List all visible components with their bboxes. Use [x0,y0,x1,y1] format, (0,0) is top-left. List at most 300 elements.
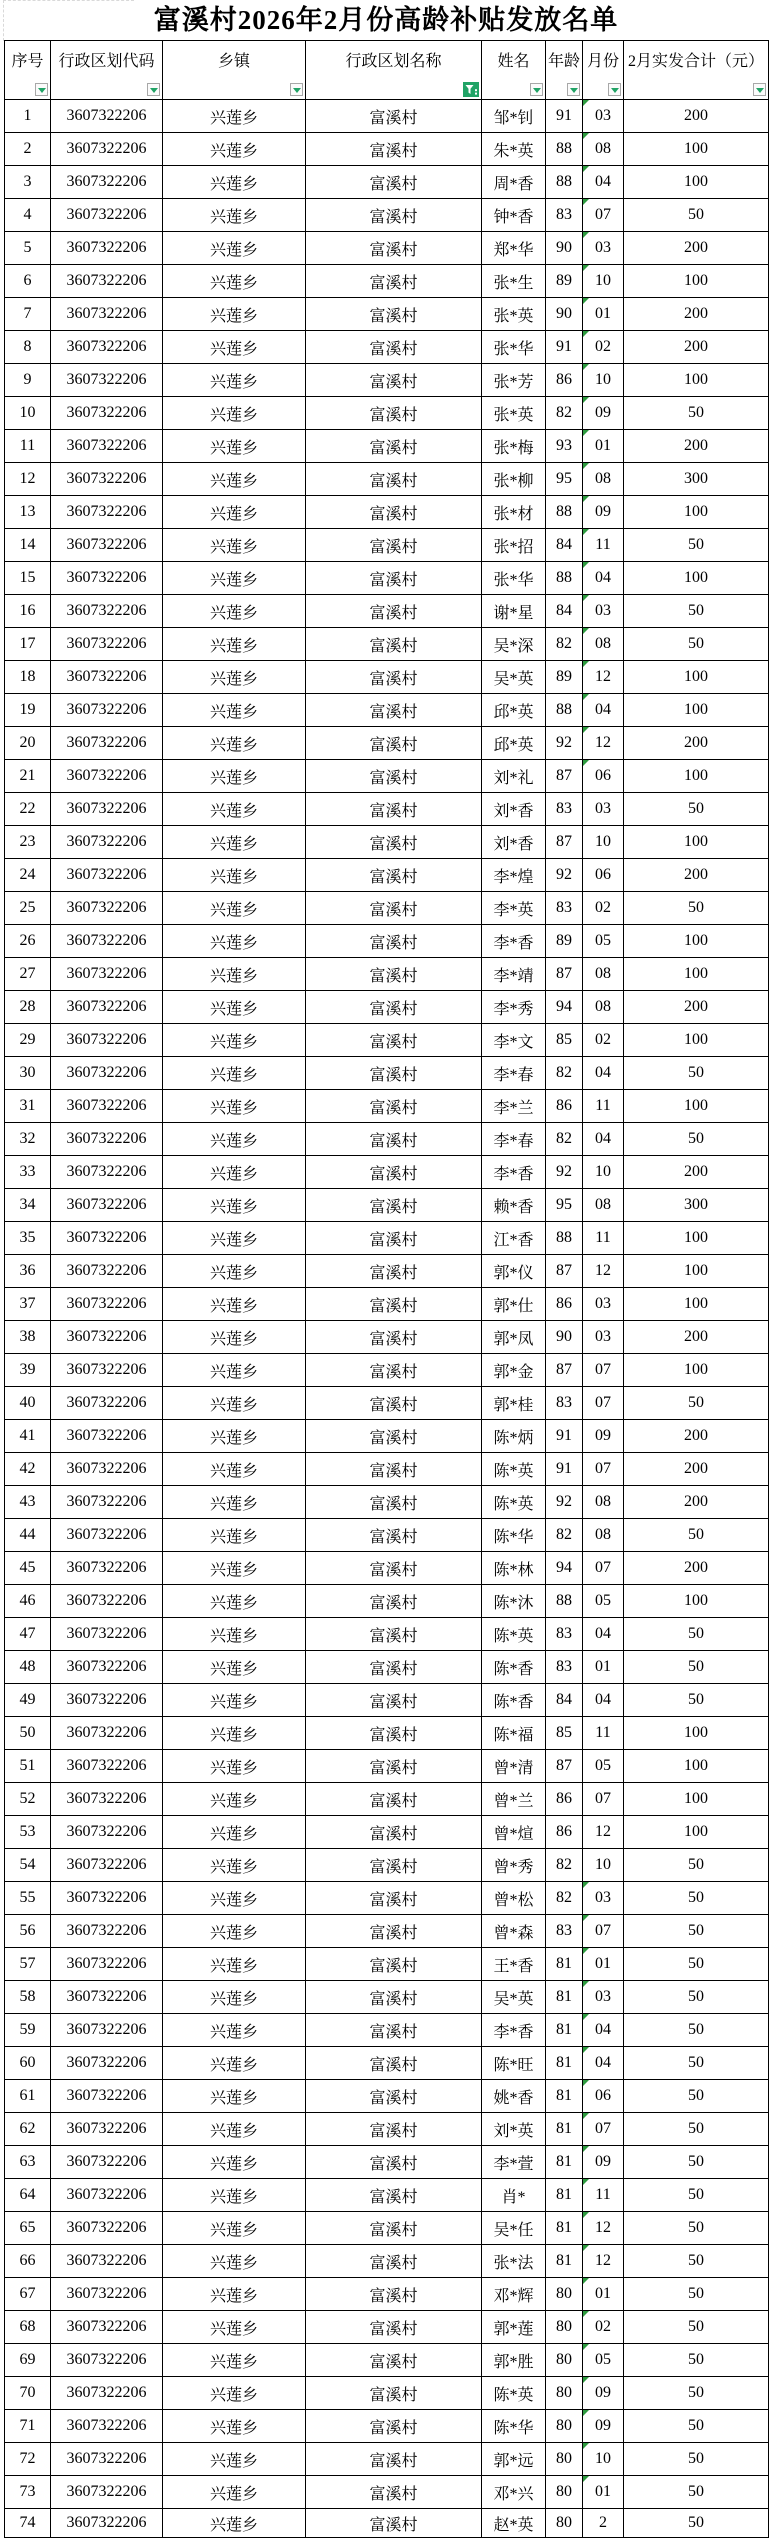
cell-amount[interactable]: 50 [624,2047,769,2080]
cell-age[interactable]: 88 [546,133,583,166]
cell-admin_name[interactable]: 富溪村 [306,1816,482,1849]
cell-name[interactable]: 郭*莲 [482,2311,546,2344]
cell-admin_name[interactable]: 富溪村 [306,1156,482,1189]
cell-township[interactable]: 兴莲乡 [163,529,306,562]
cell-age[interactable]: 87 [546,1255,583,1288]
cell-age[interactable]: 83 [546,892,583,925]
cell-township[interactable]: 兴莲乡 [163,1189,306,1222]
cell-seq[interactable]: 18 [5,661,51,694]
cell-township[interactable]: 兴莲乡 [163,364,306,397]
cell-township[interactable]: 兴莲乡 [163,463,306,496]
cell-name[interactable]: 张*材 [482,496,546,529]
cell-age[interactable]: 87 [546,1354,583,1387]
cell-month[interactable]: 09 [583,496,624,529]
cell-admin_name[interactable]: 富溪村 [306,628,482,661]
cell-month[interactable]: 03 [583,232,624,265]
cell-township[interactable]: 兴莲乡 [163,958,306,991]
cell-amount[interactable]: 300 [624,463,769,496]
cell-admin_name[interactable]: 富溪村 [306,1189,482,1222]
cell-name[interactable]: 李*香 [482,1156,546,1189]
cell-age[interactable]: 83 [546,1387,583,1420]
header-cell-admin_name[interactable] [306,41,482,100]
filter-dropdown-icon[interactable] [608,83,621,96]
cell-township[interactable]: 兴莲乡 [163,2344,306,2377]
cell-township[interactable]: 兴莲乡 [163,2014,306,2047]
cell-admin_code[interactable]: 3607322206 [51,1783,163,1816]
cell-seq[interactable]: 23 [5,826,51,859]
cell-amount[interactable]: 50 [624,1882,769,1915]
cell-month[interactable]: 04 [583,562,624,595]
cell-name[interactable]: 郭*桂 [482,1387,546,1420]
cell-township[interactable]: 兴莲乡 [163,1420,306,1453]
cell-admin_name[interactable]: 富溪村 [306,529,482,562]
cell-township[interactable]: 兴莲乡 [163,2410,306,2443]
cell-seq[interactable]: 47 [5,1618,51,1651]
cell-admin_name[interactable]: 富溪村 [306,1255,482,1288]
cell-admin_code[interactable]: 3607322206 [51,1519,163,1552]
cell-seq[interactable]: 11 [5,430,51,463]
cell-admin_name[interactable]: 富溪村 [306,760,482,793]
cell-name[interactable]: 张*华 [482,331,546,364]
cell-admin_name[interactable]: 富溪村 [306,1486,482,1519]
cell-name[interactable]: 张*华 [482,562,546,595]
cell-amount[interactable]: 100 [624,166,769,199]
cell-admin_name[interactable]: 富溪村 [306,1519,482,1552]
cell-amount[interactable]: 50 [624,2278,769,2311]
cell-age[interactable]: 81 [546,2014,583,2047]
cell-amount[interactable]: 200 [624,727,769,760]
cell-name[interactable]: 张*英 [482,298,546,331]
cell-township[interactable]: 兴莲乡 [163,1519,306,1552]
cell-name[interactable]: 张*芳 [482,364,546,397]
cell-admin_code[interactable]: 3607322206 [51,595,163,628]
cell-seq[interactable]: 48 [5,1651,51,1684]
cell-age[interactable]: 85 [546,1717,583,1750]
cell-admin_name[interactable]: 富溪村 [306,595,482,628]
cell-admin_name[interactable]: 富溪村 [306,2377,482,2410]
cell-amount[interactable]: 50 [624,2212,769,2245]
cell-seq[interactable]: 43 [5,1486,51,1519]
cell-seq[interactable]: 64 [5,2179,51,2212]
cell-amount[interactable]: 50 [624,529,769,562]
cell-age[interactable]: 90 [546,232,583,265]
cell-admin_code[interactable]: 3607322206 [51,1321,163,1354]
header-cell-amount[interactable] [624,41,769,100]
cell-amount[interactable]: 100 [624,1255,769,1288]
cell-admin_code[interactable]: 3607322206 [51,1024,163,1057]
cell-month[interactable]: 11 [583,1090,624,1123]
cell-age[interactable]: 86 [546,364,583,397]
cell-month[interactable]: 09 [583,2377,624,2410]
cell-seq[interactable]: 31 [5,1090,51,1123]
cell-age[interactable]: 95 [546,1189,583,1222]
cell-township[interactable]: 兴莲乡 [163,1090,306,1123]
cell-seq[interactable]: 73 [5,2476,51,2509]
cell-name[interactable]: 刘*英 [482,2113,546,2146]
cell-admin_name[interactable]: 富溪村 [306,2344,482,2377]
cell-name[interactable]: 邱*英 [482,694,546,727]
cell-admin_name[interactable]: 富溪村 [306,2509,482,2538]
cell-amount[interactable]: 50 [624,1915,769,1948]
cell-admin_code[interactable]: 3607322206 [51,1618,163,1651]
cell-month[interactable]: 07 [583,1354,624,1387]
filter-dropdown-icon[interactable] [567,83,580,96]
cell-admin_code[interactable]: 3607322206 [51,166,163,199]
cell-admin_code[interactable]: 3607322206 [51,892,163,925]
cell-month[interactable]: 04 [583,166,624,199]
cell-amount[interactable]: 50 [624,2476,769,2509]
cell-age[interactable]: 80 [546,2344,583,2377]
cell-seq[interactable]: 61 [5,2080,51,2113]
cell-admin_code[interactable]: 3607322206 [51,2377,163,2410]
cell-seq[interactable]: 25 [5,892,51,925]
cell-age[interactable]: 80 [546,2410,583,2443]
cell-seq[interactable]: 68 [5,2311,51,2344]
cell-age[interactable]: 87 [546,826,583,859]
cell-amount[interactable]: 100 [624,661,769,694]
cell-seq[interactable]: 10 [5,397,51,430]
cell-month[interactable]: 06 [583,2080,624,2113]
cell-seq[interactable]: 60 [5,2047,51,2080]
cell-name[interactable]: 吴*任 [482,2212,546,2245]
cell-seq[interactable]: 5 [5,232,51,265]
cell-admin_code[interactable]: 3607322206 [51,1948,163,1981]
cell-amount[interactable]: 100 [624,958,769,991]
cell-township[interactable]: 兴莲乡 [163,199,306,232]
cell-admin_name[interactable]: 富溪村 [306,1222,482,1255]
cell-age[interactable]: 94 [546,1552,583,1585]
cell-month[interactable]: 07 [583,199,624,232]
cell-seq[interactable]: 69 [5,2344,51,2377]
cell-amount[interactable]: 50 [624,1981,769,2014]
cell-admin_name[interactable]: 富溪村 [306,1849,482,1882]
cell-admin_name[interactable]: 富溪村 [306,166,482,199]
cell-township[interactable]: 兴莲乡 [163,892,306,925]
cell-admin_name[interactable]: 富溪村 [306,1387,482,1420]
cell-name[interactable]: 陈*华 [482,2410,546,2443]
cell-name[interactable]: 李*英 [482,892,546,925]
cell-admin_code[interactable]: 3607322206 [51,529,163,562]
cell-admin_name[interactable]: 富溪村 [306,331,482,364]
cell-name[interactable]: 邹*钊 [482,100,546,133]
cell-age[interactable]: 80 [546,2377,583,2410]
cell-name[interactable]: 赖*香 [482,1189,546,1222]
cell-admin_code[interactable]: 3607322206 [51,958,163,991]
cell-name[interactable]: 曾*煊 [482,1816,546,1849]
cell-name[interactable]: 赵*英 [482,2509,546,2538]
cell-seq[interactable]: 53 [5,1816,51,1849]
cell-age[interactable]: 81 [546,2179,583,2212]
cell-amount[interactable]: 50 [624,2014,769,2047]
cell-month[interactable]: 05 [583,2344,624,2377]
cell-township[interactable]: 兴莲乡 [163,628,306,661]
cell-township[interactable]: 兴莲乡 [163,1486,306,1519]
cell-township[interactable]: 兴莲乡 [163,760,306,793]
cell-admin_name[interactable]: 富溪村 [306,2179,482,2212]
cell-month[interactable]: 11 [583,2179,624,2212]
cell-month[interactable]: 01 [583,1948,624,1981]
cell-admin_name[interactable]: 富溪村 [306,1321,482,1354]
cell-seq[interactable]: 32 [5,1123,51,1156]
cell-seq[interactable]: 37 [5,1288,51,1321]
cell-township[interactable]: 兴莲乡 [163,1882,306,1915]
cell-township[interactable]: 兴莲乡 [163,1816,306,1849]
cell-amount[interactable]: 200 [624,232,769,265]
cell-name[interactable]: 陈*福 [482,1717,546,1750]
cell-admin_code[interactable]: 3607322206 [51,760,163,793]
cell-name[interactable]: 王*香 [482,1948,546,1981]
cell-township[interactable]: 兴莲乡 [163,1783,306,1816]
cell-month[interactable]: 02 [583,2311,624,2344]
cell-amount[interactable]: 100 [624,1090,769,1123]
cell-admin_name[interactable]: 富溪村 [306,364,482,397]
cell-admin_code[interactable]: 3607322206 [51,925,163,958]
cell-age[interactable]: 83 [546,1618,583,1651]
cell-township[interactable]: 兴莲乡 [163,1981,306,2014]
cell-township[interactable]: 兴莲乡 [163,1321,306,1354]
cell-month[interactable]: 01 [583,430,624,463]
cell-township[interactable]: 兴莲乡 [163,859,306,892]
cell-admin_name[interactable]: 富溪村 [306,826,482,859]
cell-amount[interactable]: 50 [624,2410,769,2443]
header-cell-month[interactable] [583,41,624,100]
cell-month[interactable]: 03 [583,100,624,133]
cell-admin_name[interactable]: 富溪村 [306,199,482,232]
cell-amount[interactable]: 200 [624,1156,769,1189]
cell-amount[interactable]: 50 [624,2443,769,2476]
cell-month[interactable]: 07 [583,1915,624,1948]
cell-amount[interactable]: 50 [624,2113,769,2146]
cell-admin_name[interactable]: 富溪村 [306,298,482,331]
cell-admin_code[interactable]: 3607322206 [51,2113,163,2146]
cell-township[interactable]: 兴莲乡 [163,1156,306,1189]
cell-age[interactable]: 82 [546,1882,583,1915]
cell-month[interactable]: 08 [583,1486,624,1519]
cell-admin_code[interactable]: 3607322206 [51,562,163,595]
cell-month[interactable]: 09 [583,2146,624,2179]
cell-seq[interactable]: 26 [5,925,51,958]
cell-month[interactable]: 03 [583,1882,624,1915]
cell-admin_name[interactable]: 富溪村 [306,1981,482,2014]
cell-township[interactable]: 兴莲乡 [163,1651,306,1684]
cell-seq[interactable]: 41 [5,1420,51,1453]
cell-admin_code[interactable]: 3607322206 [51,496,163,529]
cell-admin_name[interactable]: 富溪村 [306,1585,482,1618]
cell-township[interactable]: 兴莲乡 [163,1849,306,1882]
cell-admin_name[interactable]: 富溪村 [306,1420,482,1453]
cell-month[interactable]: 11 [583,1717,624,1750]
cell-admin_name[interactable]: 富溪村 [306,1123,482,1156]
cell-amount[interactable]: 200 [624,1420,769,1453]
cell-admin_code[interactable]: 3607322206 [51,2179,163,2212]
cell-name[interactable]: 江*香 [482,1222,546,1255]
cell-admin_name[interactable]: 富溪村 [306,859,482,892]
cell-month[interactable]: 03 [583,1288,624,1321]
cell-name[interactable]: 吴*英 [482,1981,546,2014]
cell-age[interactable]: 89 [546,925,583,958]
cell-admin_code[interactable]: 3607322206 [51,1816,163,1849]
cell-month[interactable]: 04 [583,1057,624,1090]
cell-age[interactable]: 92 [546,727,583,760]
cell-seq[interactable]: 59 [5,2014,51,2047]
cell-seq[interactable]: 63 [5,2146,51,2179]
cell-seq[interactable]: 49 [5,1684,51,1717]
cell-admin_code[interactable]: 3607322206 [51,2047,163,2080]
cell-admin_name[interactable]: 富溪村 [306,397,482,430]
cell-name[interactable]: 李*香 [482,2014,546,2047]
cell-admin_code[interactable]: 3607322206 [51,1684,163,1717]
cell-seq[interactable]: 50 [5,1717,51,1750]
cell-seq[interactable]: 13 [5,496,51,529]
header-cell-seq[interactable] [5,41,51,100]
cell-admin_code[interactable]: 3607322206 [51,2476,163,2509]
cell-month[interactable]: 10 [583,364,624,397]
filter-dropdown-icon[interactable] [290,83,303,96]
cell-seq[interactable]: 17 [5,628,51,661]
cell-age[interactable]: 91 [546,331,583,364]
cell-amount[interactable]: 100 [624,265,769,298]
cell-township[interactable]: 兴莲乡 [163,397,306,430]
cell-admin_name[interactable]: 富溪村 [306,1948,482,1981]
cell-township[interactable]: 兴莲乡 [163,1255,306,1288]
header-cell-township[interactable] [163,41,306,100]
cell-amount[interactable]: 200 [624,1552,769,1585]
cell-age[interactable]: 84 [546,595,583,628]
cell-month[interactable]: 01 [583,2278,624,2311]
cell-admin_code[interactable]: 3607322206 [51,2509,163,2538]
cell-name[interactable]: 郭*仪 [482,1255,546,1288]
cell-month[interactable]: 02 [583,331,624,364]
cell-admin_name[interactable]: 富溪村 [306,133,482,166]
cell-admin_code[interactable]: 3607322206 [51,1189,163,1222]
cell-admin_name[interactable]: 富溪村 [306,1915,482,1948]
cell-township[interactable]: 兴莲乡 [163,1750,306,1783]
cell-seq[interactable]: 45 [5,1552,51,1585]
cell-month[interactable]: 01 [583,2476,624,2509]
cell-admin_code[interactable]: 3607322206 [51,1354,163,1387]
cell-amount[interactable]: 50 [624,2245,769,2278]
cell-seq[interactable]: 15 [5,562,51,595]
cell-age[interactable]: 94 [546,991,583,1024]
cell-age[interactable]: 88 [546,1585,583,1618]
cell-seq[interactable]: 30 [5,1057,51,1090]
cell-township[interactable]: 兴莲乡 [163,1387,306,1420]
cell-seq[interactable]: 8 [5,331,51,364]
cell-admin_name[interactable]: 富溪村 [306,463,482,496]
cell-township[interactable]: 兴莲乡 [163,1552,306,1585]
cell-township[interactable]: 兴莲乡 [163,232,306,265]
cell-admin_name[interactable]: 富溪村 [306,1354,482,1387]
cell-age[interactable]: 91 [546,1453,583,1486]
cell-admin_code[interactable]: 3607322206 [51,1156,163,1189]
cell-township[interactable]: 兴莲乡 [163,1717,306,1750]
cell-admin_name[interactable]: 富溪村 [306,1288,482,1321]
cell-name[interactable]: 李*春 [482,1123,546,1156]
cell-month[interactable]: 04 [583,2047,624,2080]
cell-name[interactable]: 郑*华 [482,232,546,265]
cell-seq[interactable]: 38 [5,1321,51,1354]
cell-name[interactable]: 李*春 [482,1057,546,1090]
cell-age[interactable]: 83 [546,1915,583,1948]
cell-admin_code[interactable]: 3607322206 [51,1222,163,1255]
cell-amount[interactable]: 100 [624,925,769,958]
cell-name[interactable]: 张*法 [482,2245,546,2278]
cell-amount[interactable]: 100 [624,364,769,397]
filter-dropdown-icon[interactable] [530,83,543,96]
cell-name[interactable]: 张*柳 [482,463,546,496]
cell-age[interactable]: 83 [546,1651,583,1684]
cell-township[interactable]: 兴莲乡 [163,2476,306,2509]
cell-month[interactable]: 02 [583,892,624,925]
cell-admin_code[interactable]: 3607322206 [51,2146,163,2179]
cell-township[interactable]: 兴莲乡 [163,430,306,463]
cell-age[interactable]: 82 [546,628,583,661]
header-cell-name[interactable] [482,41,546,100]
cell-admin_code[interactable]: 3607322206 [51,2344,163,2377]
cell-admin_code[interactable]: 3607322206 [51,232,163,265]
cell-month[interactable]: 07 [583,1387,624,1420]
cell-admin_code[interactable]: 3607322206 [51,397,163,430]
cell-age[interactable]: 85 [546,1024,583,1057]
cell-seq[interactable]: 57 [5,1948,51,1981]
header-cell-age[interactable] [546,41,583,100]
cell-seq[interactable]: 40 [5,1387,51,1420]
cell-amount[interactable]: 100 [624,1222,769,1255]
cell-admin_code[interactable]: 3607322206 [51,1057,163,1090]
cell-township[interactable]: 兴莲乡 [163,298,306,331]
cell-admin_name[interactable]: 富溪村 [306,1750,482,1783]
cell-age[interactable]: 82 [546,1519,583,1552]
cell-admin_code[interactable]: 3607322206 [51,1882,163,1915]
cell-month[interactable]: 08 [583,958,624,991]
cell-township[interactable]: 兴莲乡 [163,1453,306,1486]
cell-age[interactable]: 95 [546,463,583,496]
cell-admin_code[interactable]: 3607322206 [51,1750,163,1783]
cell-admin_name[interactable]: 富溪村 [306,892,482,925]
cell-admin_name[interactable]: 富溪村 [306,2113,482,2146]
cell-amount[interactable]: 50 [624,199,769,232]
cell-township[interactable]: 兴莲乡 [163,265,306,298]
cell-township[interactable]: 兴莲乡 [163,1684,306,1717]
cell-month[interactable]: 04 [583,1123,624,1156]
cell-amount[interactable]: 100 [624,1024,769,1057]
cell-amount[interactable]: 100 [624,1717,769,1750]
cell-seq[interactable]: 58 [5,1981,51,2014]
cell-name[interactable]: 周*香 [482,166,546,199]
cell-admin_name[interactable]: 富溪村 [306,2047,482,2080]
cell-month[interactable]: 05 [583,1750,624,1783]
cell-township[interactable]: 兴莲乡 [163,496,306,529]
cell-admin_code[interactable]: 3607322206 [51,2080,163,2113]
cell-admin_name[interactable]: 富溪村 [306,265,482,298]
cell-seq[interactable]: 4 [5,199,51,232]
cell-name[interactable]: 朱*英 [482,133,546,166]
cell-admin_code[interactable]: 3607322206 [51,1255,163,1288]
cell-amount[interactable]: 50 [624,2179,769,2212]
cell-admin_code[interactable]: 3607322206 [51,826,163,859]
cell-amount[interactable]: 300 [624,1189,769,1222]
cell-township[interactable]: 兴莲乡 [163,2146,306,2179]
cell-month[interactable]: 08 [583,133,624,166]
cell-month[interactable]: 2 [583,2509,624,2538]
cell-township[interactable]: 兴莲乡 [163,2509,306,2538]
cell-month[interactable]: 08 [583,991,624,1024]
cell-township[interactable]: 兴莲乡 [163,2311,306,2344]
filter-applied-funnel-icon[interactable] [463,82,479,97]
cell-admin_code[interactable]: 3607322206 [51,2014,163,2047]
cell-age[interactable]: 86 [546,1090,583,1123]
cell-admin_code[interactable]: 3607322206 [51,430,163,463]
